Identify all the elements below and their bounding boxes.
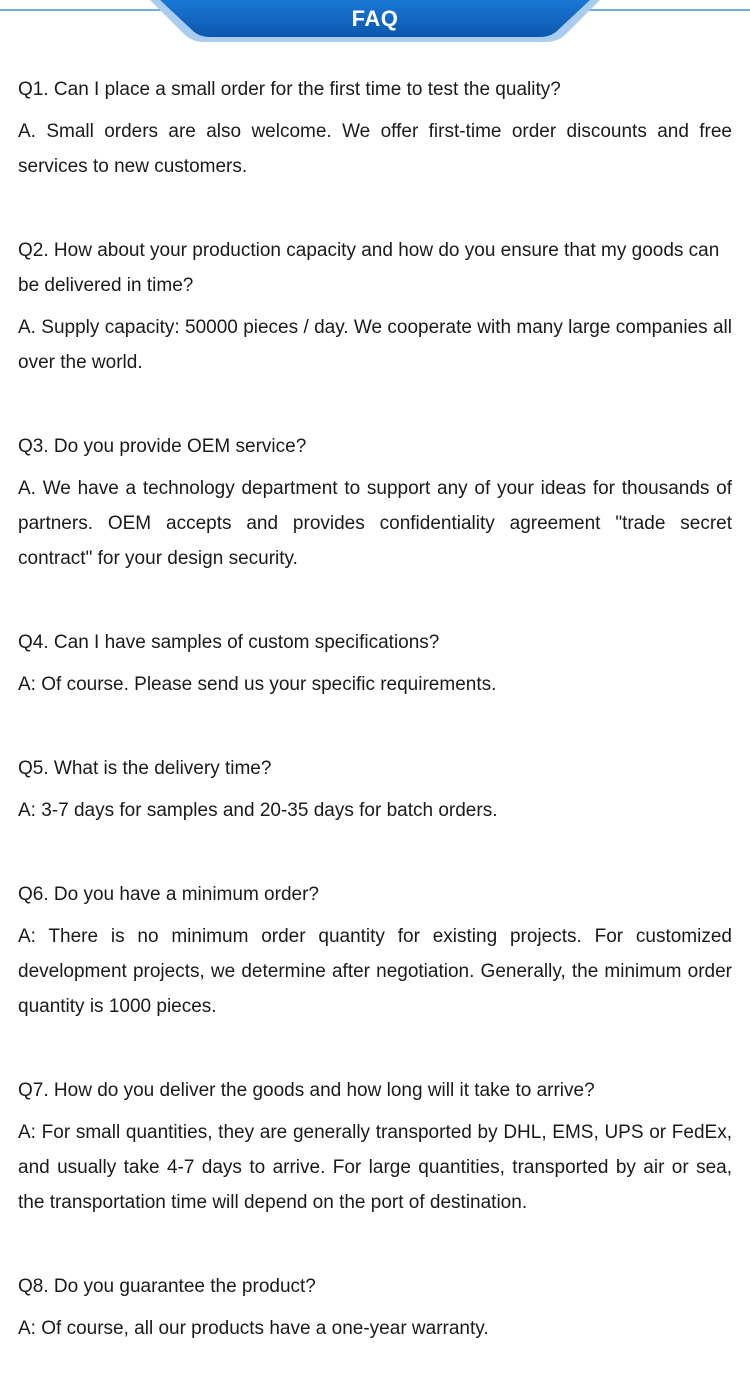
faq-answer: A: 3-7 days for samples and 20-35 days for batch orders. xyxy=(18,800,498,821)
faq-question: Q2. How about your production capacity and how do you ensure that my goods can be delivered in time? xyxy=(18,240,720,296)
page-title: FAQ xyxy=(351,6,399,31)
faq-question: Q4. Can I have samples of custom specifications? xyxy=(18,632,440,653)
faq-answer: A: Of course, all our products have a one-year warranty. xyxy=(18,1318,489,1339)
faq-header xyxy=(0,0,750,46)
faq-answer: A. We have a technology department to support any of your ideas for thousands of partners. OEM accepts and provides confidentiality agreement "trade secret contract" for your design security. xyxy=(18,478,732,569)
faq-question: Q5. What is the delivery time? xyxy=(18,758,272,779)
faq-answer: A: For small quantities, they are generally transported by DHL, EMS, UPS or FedEx, and usually take 4-7 days to arrive. For large quantities, transported by air or sea, the transportation time will depend on the port of destination. xyxy=(18,1122,732,1213)
faq-answer: A: There is no minimum order quantity for existing projects. For customized development projects, we determine after negotiation. Generally, the minimum order quantity is 1000 pieces. xyxy=(18,926,732,1017)
faq-question: Q8. Do you guarantee the product? xyxy=(18,1276,316,1297)
faq-answer: A. Supply capacity: 50000 pieces / day. We cooperate with many large companies all over the world. xyxy=(18,317,732,373)
faq-answer: A. Small orders are also welcome. We offer first-time order discounts and free services to new customers. xyxy=(18,121,732,177)
faq-question: Q3. Do you provide OEM service? xyxy=(18,436,307,457)
faq-answer: A: Of course. Please send us your specific requirements. xyxy=(18,674,497,695)
faq-question: Q6. Do you have a minimum order? xyxy=(18,884,319,905)
faq-question: Q1. Can I place a small order for the first time to test the quality? xyxy=(18,79,561,100)
faq-question: Q7. How do you deliver the goods and how long will it take to arrive? xyxy=(18,1080,595,1101)
